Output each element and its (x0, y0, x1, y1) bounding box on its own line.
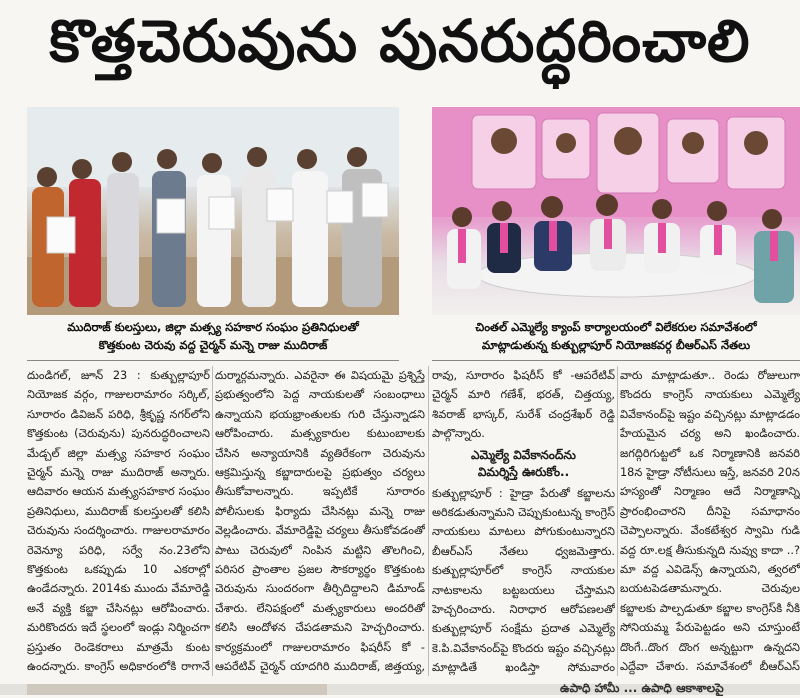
headline: కొత్తచెరువును పునరుద్ధరించాలి (49, 6, 751, 75)
article-column-2-text: దుర్మార్గమన్నారు. ఎవరైనా ఈ విషయమై ప్రశ్నిస్తే ప్రభుత్వంలోని పెద్ద నాయకులతో సంబంధాలు ఉన్నాయని భయభ్రాంతులకు గురి చేస్తున్నాడని ఆరోపించారు. మత్స్యకారుల కుటుంబాలకు చేసిన అన్యాయానికి వ్యతిరేకంగా చెరువును ఆక్రమిస్తున్న కబ్జాదారులపై ప్రభుత్వం చర్యలు తీసుకోవాలన్నారు. ఇప్పటికే సూరారం పోలీసులకు ఫిర్యాదు చేసినట్లు మన్నె రాజు వెల్లడించారు. వేమారెడ్డిపై చర్యలు తీసుకోవడంతో పాటు చెరువులో నింపిన మట్టిని తొలగించి, పరిసర ప్రాంతాల ప్రజల సౌకర్యార్థం కొత్తకుంట చెరువును సుందరంగా తీర్చిదిద్దాలని డిమాండ్ చేశారు. లేనిపక్షంలో మత్స్యకారులు అందరితో కలిసి ఆందోళన చేపడతామని హెచ్చరించారు. కార్యక్రమంలో గాజులరామారం ఫిషరీస్ కో - ఆపరేటివ్ చైర్మన్ యాదగిరి ముదిరాజ్, జిత్తయ్య, (215, 369, 425, 674)
subheading-line1: ఎమ్మెల్యే వివేకానంద్‌ను (471, 447, 576, 462)
column-divider (212, 366, 213, 676)
press-meet-illustration (432, 107, 800, 315)
left-caption-line2: కొత్తకుంట చెరువు వద్ద చైర్మన్ మన్నె రాజు ముదిరాజ్ (98, 338, 328, 352)
left-caption-line1: ముదిరాజ్ కులస్తులు, జిల్లా మత్స్య సహకార సంఘం ప్రతినిధులతో (67, 320, 359, 334)
article-column-2 (215, 366, 425, 680)
right-photo-caption (432, 318, 800, 354)
next-story-photo (27, 684, 327, 695)
article-column-1 (27, 366, 210, 680)
article-column-3 (432, 366, 615, 680)
article-column-4-text: వారు మాట్లాడుతూ.. రెండు రోజులుగా కొందరు కాంగ్రెస్ నాయకులు ఎమ్మెల్యే వివేకానంద్‌పై ఇష్టం వచ్చినట్లు మాట్లాడడం హేయమైన చర్య అని ఖండించారు. జగద్గిరిగుట్టలో ఒక నిర్మాణానికి జనవరి 18న హైడ్రా నోటీసులు ఇస్తే, జనవరి 20న హస్యంతో నిర్మాణం ఆదే నిర్మాణాన్ని ప్రారంభించారని దీనిపై సమాధానం చెప్పాలన్నారు. వేంకటేశ్వర స్వామి గుడి వద్ద రూ.లక్ష తీసుకున్నది నువ్వు కాదా ..? మా వద్ద ఎవిడెన్స్ ఉన్నాయని, త్వరలో బయటపెడతామన్నారు. చెరువుల కబ్జాలకు పాల్పడుతూ కబ్జాల కాంగ్రెస్‌కి నీకి సోనియమ్మ పేరుపెట్టడం అని చూస్తుంటే దొంగే..దొంగ దొంగ అన్నట్టుగా ఉన్నదని ఎద్దేవా చేశారు. సమావేశంలో బీఆర్ఎస్ (620, 369, 800, 674)
article-column-3-text-a: రావు, సూరారం ఫిషరీస్ కో -ఆపరేటివ్ చైర్మన్ మారి గణేశ్, భరత్, చిత్తయ్య, శివరాజ్ భాస్కర్, సురేశ్ చంద్రశేఖర్ రెడ్డి పాల్గొన్నారు. (432, 369, 615, 441)
news-photo-lake-visit (27, 107, 399, 315)
column-divider (617, 366, 618, 676)
left-photo-caption (27, 318, 399, 354)
right-caption-rule (432, 360, 800, 361)
news-photo-press-meet (432, 107, 800, 315)
left-caption-rule (27, 360, 399, 361)
subheading-line2: విమర్శిస్తే ఊరుకోం.. (477, 464, 570, 479)
next-story-headline-fragment: ఉపాధి హామీ ... ఉపాధి ఆకాశాలపై (560, 681, 724, 695)
right-caption-line2: మాట్లాడుతున్న కుత్బుల్లాపూర్ నియోజకవర్గ బీఆర్ఎస్ నేతలు (481, 338, 751, 352)
lake-visit-illustration (27, 107, 399, 315)
right-caption-line1: చింతల్ ఎమ్మెల్యే క్యాంప్ కార్యాలయంలో విలేకరుల సమావేశంలో (475, 320, 757, 334)
article-column-4 (620, 366, 800, 680)
article-column-1-text: దుండిగల్, జూన్ 23 : కుత్బుల్లాపూర్ నియోజక వర్గం, గాజులరామారం సర్కిల్, సూరారం డివిజన్ పరిధి, శ్రీకృష్ణ నగర్‌లోని కొత్తకుంట (చెరువును) పునరుద్ధరించాలని మేడ్చల్ జిల్లా మత్స్య సహకార సంఘం చైర్మన్ మన్నె రాజు ముదిరాజ్ అన్నారు. ఆదివారం ఆయన మత్స్యసహకార సంఘం ప్రతినిధులు, ముదిరాజ్ కులస్తులతో కలిసి చెరువును సందర్శించారు. గాజులరామారం రెవెన్యూ పరిధి, సర్వే నం.23లోని కొత్తకుంట ఒకప్పుడు 10 ఎకరాల్లో ఉండేదన్నారు. 2014కు ముందు వేమారెడ్డి అనే వ్యక్తి కబ్జా చేసినట్లు ఆరోపించారు. మరికొందరు ఇదే స్థలంలో ఇండ్లు నిర్మించగా ప్రస్తుతం రెండెకరాలు మాత్రమే కుంట ఉందన్నారు. కాంగ్రెస్ అధికారంలోకి రాగానే (27, 369, 210, 674)
article-column-3-text-b: కుత్బుల్లాపూర్ : హైడ్రా పేరుతో కబ్జాలను అరికడుతున్నామని చెప్పుకుంటున్న కాంగ్రెస్ నాయకులు మాటలు పోగుకుంటున్నారని బీఆర్ఎస్ నేతలు ధ్వజమెత్తారు. కుత్బుల్లాపూర్‌లో కాంగ్రెస్ నాయకుల నాటకాలను బట్టబయలు చేస్తామని హెచ్చరించారు. నిరాధార ఆరోపణలతో కుత్బుల్లాపూర్ సంక్షేమ ప్రదాత ఎమ్మెల్యే కె.పి.వివేకానంద్‌పై కొందరు ఇష్టం వచ్చినట్లు మాట్లాడితే ఖండిస్తా సోమవారం (432, 486, 615, 675)
column-divider (428, 366, 429, 676)
